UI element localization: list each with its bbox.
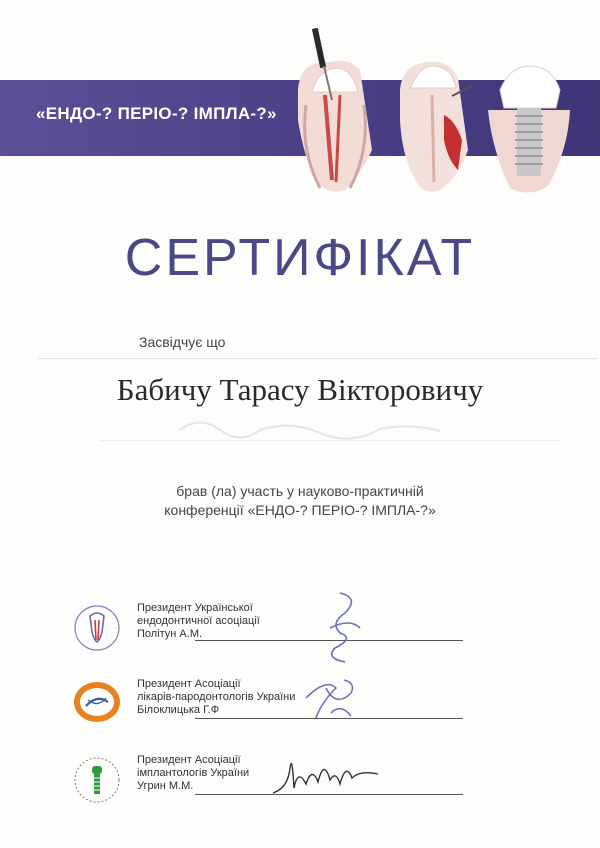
signatory-3-line2: імплантологів України [137,767,250,779]
signatory-1-text [137,602,260,641]
signature-2-icon [296,668,366,728]
conference-title: «ЕНДО-? ПЕРІО-? ІМПЛА-?» [36,104,277,123]
name-divider-lower [100,440,560,441]
certifies-label: Засвідчує що [139,334,226,350]
signatory-1-name: Політун А.М. [137,628,203,640]
signatory-1-line2: ендодонтичної асоціації [137,615,260,627]
recipient-name: Бабичу Тарасу Вікторовичу [116,372,484,407]
faint-handwriting-trace [160,405,460,445]
signatory-2-text [137,678,295,717]
participation-line-1: брав (ла) участь у науково-практичній [176,483,424,499]
signature-1-icon [300,588,380,668]
signatory-1 [0,602,600,672]
signatory-3-name: Угрин М.М. [137,780,194,792]
name-divider [38,358,598,359]
periodontology-association-logo-icon [72,678,122,728]
signatory-3-text [137,754,249,793]
participation-text [140,482,460,520]
signatory-2 [0,678,600,748]
signatory-3 [0,754,600,824]
participation-line-2: конференції «ЕНДО-? ПЕРІО-? ІМПЛА-?» [164,502,436,518]
signatory-2-line2: лікарів-пародонтологів України [137,691,296,703]
implant-tooth-icon [488,66,570,193]
certificate-title: СЕРТИФІКАТ [124,229,476,287]
signature-3-icon [268,748,388,808]
signatory-2-line1: Президент Асоціації [137,678,241,690]
teeth-illustration [0,0,600,200]
signatory-3-line1: Президент Асоціації [137,754,241,766]
implantology-association-logo-icon [72,754,122,804]
perio-tooth-icon [400,62,472,192]
signatory-2-name: Білоклицька Г.Ф [137,704,220,716]
signatory-1-line1: Президент Української [137,602,253,614]
endodontic-association-logo-icon [72,602,122,652]
endo-tooth-icon [298,28,372,192]
